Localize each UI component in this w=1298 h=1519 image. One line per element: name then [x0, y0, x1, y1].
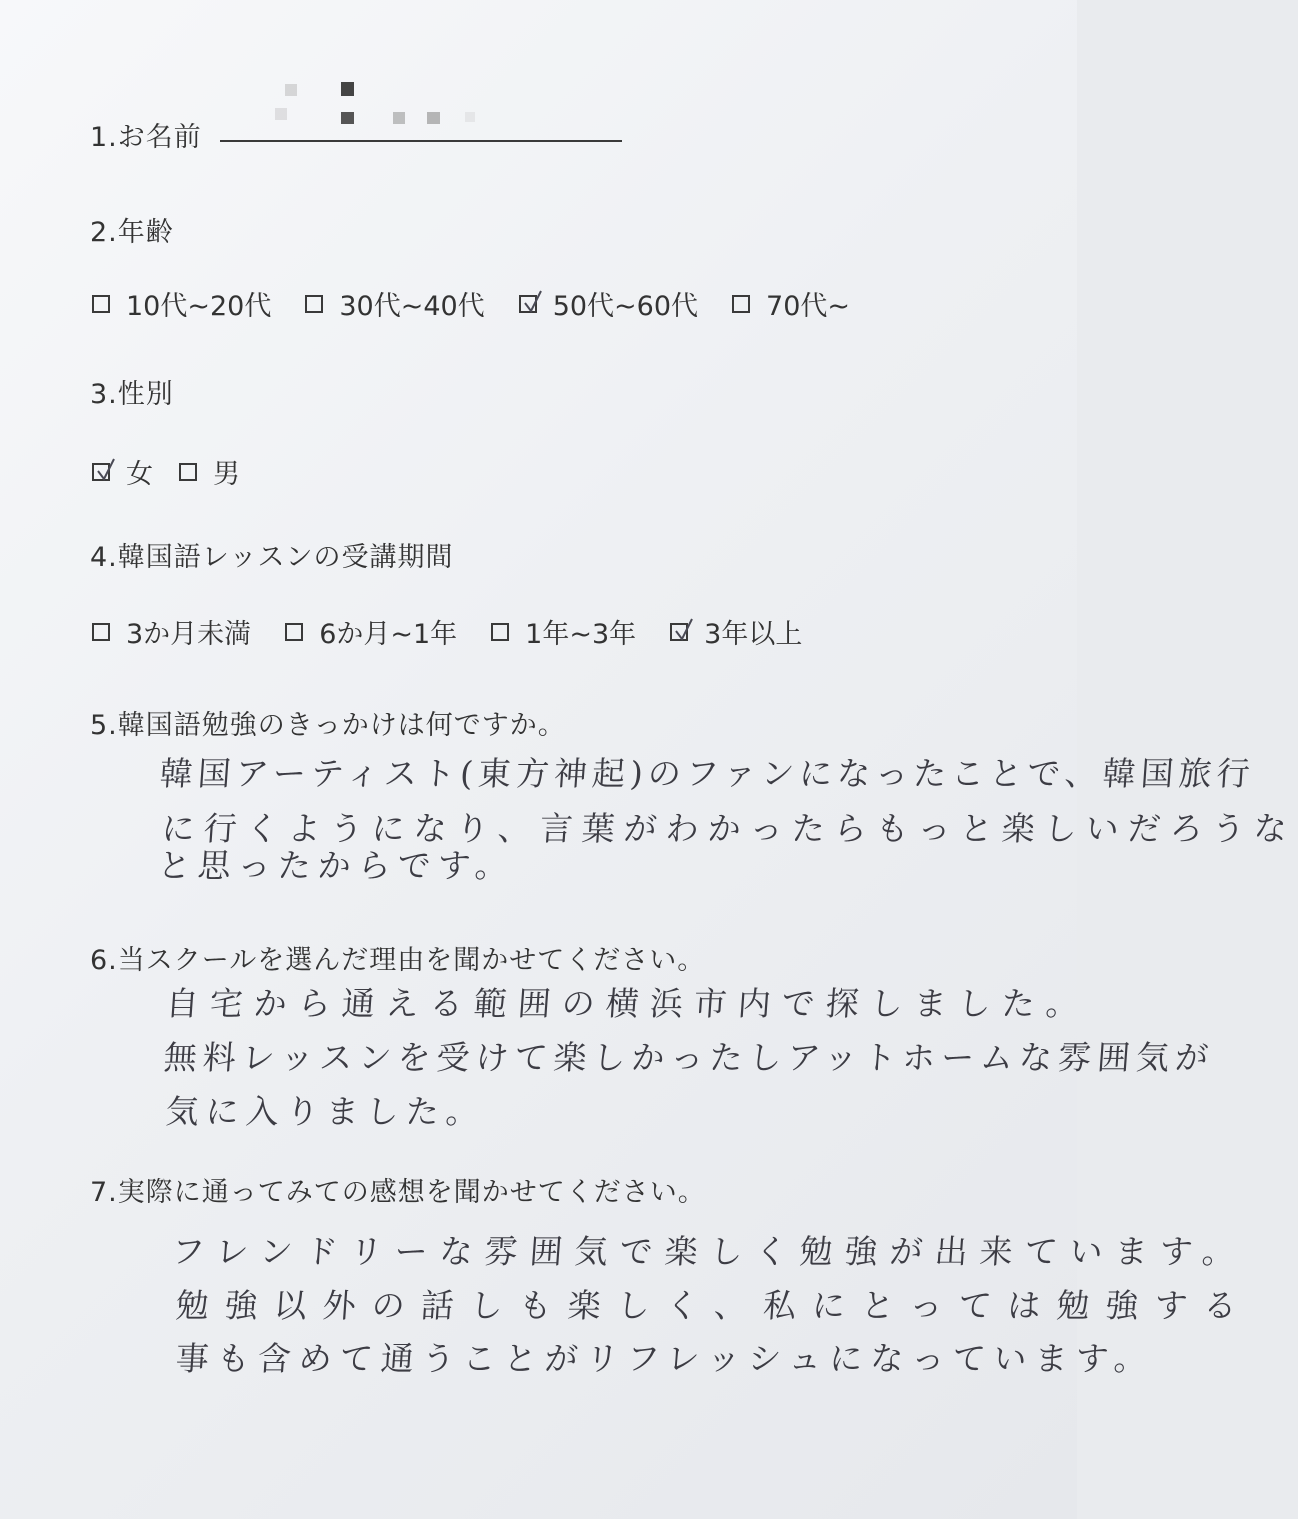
- checkbox[interactable]: [179, 463, 197, 481]
- redacted-name: [275, 82, 495, 132]
- answer-6-line-2: 無料レッスンを受けて楽しかったしアットホームな雰囲気が: [162, 1038, 1216, 1077]
- checkbox[interactable]: [305, 295, 323, 313]
- checkbox-checked[interactable]: [92, 463, 110, 481]
- duration-option-6m-1y[interactable]: [285, 612, 457, 651]
- checkbox[interactable]: [92, 623, 110, 641]
- answer-6-line-3: 気に入りました。: [164, 1092, 488, 1131]
- checkbox-checked[interactable]: [519, 295, 537, 313]
- duration-option-over-3y[interactable]: [670, 612, 802, 651]
- age-option-10-20[interactable]: [92, 284, 271, 323]
- answer-5-line-2: に行くようになり、言葉がわかったらもっと楽しいだろうな: [160, 809, 1298, 848]
- checkbox[interactable]: [732, 295, 750, 313]
- name-underline: [220, 140, 622, 142]
- checkbox[interactable]: [491, 623, 509, 641]
- question-6-label: 6.当スクールを選んだ理由を聞かせてください。: [90, 945, 706, 976]
- answer-7-line-2: 勉強以外の話しも楽しく、私にとっては勉強する: [174, 1286, 1254, 1325]
- age-option-70[interactable]: [732, 284, 850, 323]
- question-2-label: 2.年齢: [90, 217, 174, 248]
- checkmark-icon: [673, 617, 695, 643]
- checkmark-icon: [95, 457, 117, 483]
- question-3-label: 3.性別: [90, 379, 174, 410]
- option-label: 70代~: [766, 291, 851, 322]
- gender-options: [92, 452, 274, 491]
- option-label: 男: [213, 459, 240, 490]
- checkbox-checked[interactable]: [670, 623, 688, 641]
- question-4-label: 4.韓国語レッスンの受講期間: [90, 542, 454, 573]
- age-option-30-40[interactable]: [305, 284, 484, 323]
- option-label: 3年以上: [704, 619, 803, 650]
- age-option-50-60[interactable]: [519, 284, 698, 323]
- duration-options: [92, 612, 836, 651]
- option-label: 30代~40代: [339, 291, 485, 322]
- checkmark-icon: [522, 289, 544, 315]
- option-label: 3か月未満: [126, 619, 252, 650]
- question-7-label: 7.実際に通ってみての感想を聞かせてください。: [90, 1177, 706, 1208]
- question-1-label: 1.お名前: [90, 122, 202, 153]
- option-label: 10代~20代: [126, 291, 272, 322]
- checkbox[interactable]: [285, 623, 303, 641]
- duration-option-under-3m[interactable]: [92, 612, 251, 651]
- answer-7-line-3: 事も含めて通うことがリフレッシュになっています。: [174, 1339, 1157, 1378]
- age-options: [92, 284, 884, 323]
- answer-5-line-3: と思ったからです。: [156, 846, 517, 885]
- option-label: 1年~3年: [525, 619, 637, 650]
- answer-7-line-1: フレンドリーな雰囲気で楽しく勉強が出来ています。: [170, 1232, 1249, 1271]
- answer-5-line-1: 韓国アーティスト(東方神起)のファンになったことで、韓国旅行: [158, 754, 1257, 793]
- option-label: 50代~60代: [552, 291, 699, 322]
- question-5-label: 5.韓国語勉強のきっかけは何ですか。: [90, 710, 566, 741]
- option-label: 女: [126, 459, 153, 490]
- gender-option-female[interactable]: [92, 452, 153, 491]
- checkbox[interactable]: [92, 295, 110, 313]
- answer-6-line-1: 自宅から通える範囲の横浜市内で探しました。: [164, 984, 1092, 1023]
- duration-option-1y-3y[interactable]: [491, 612, 636, 651]
- gender-option-male[interactable]: [179, 452, 240, 491]
- option-label: 6か月~1年: [319, 619, 458, 650]
